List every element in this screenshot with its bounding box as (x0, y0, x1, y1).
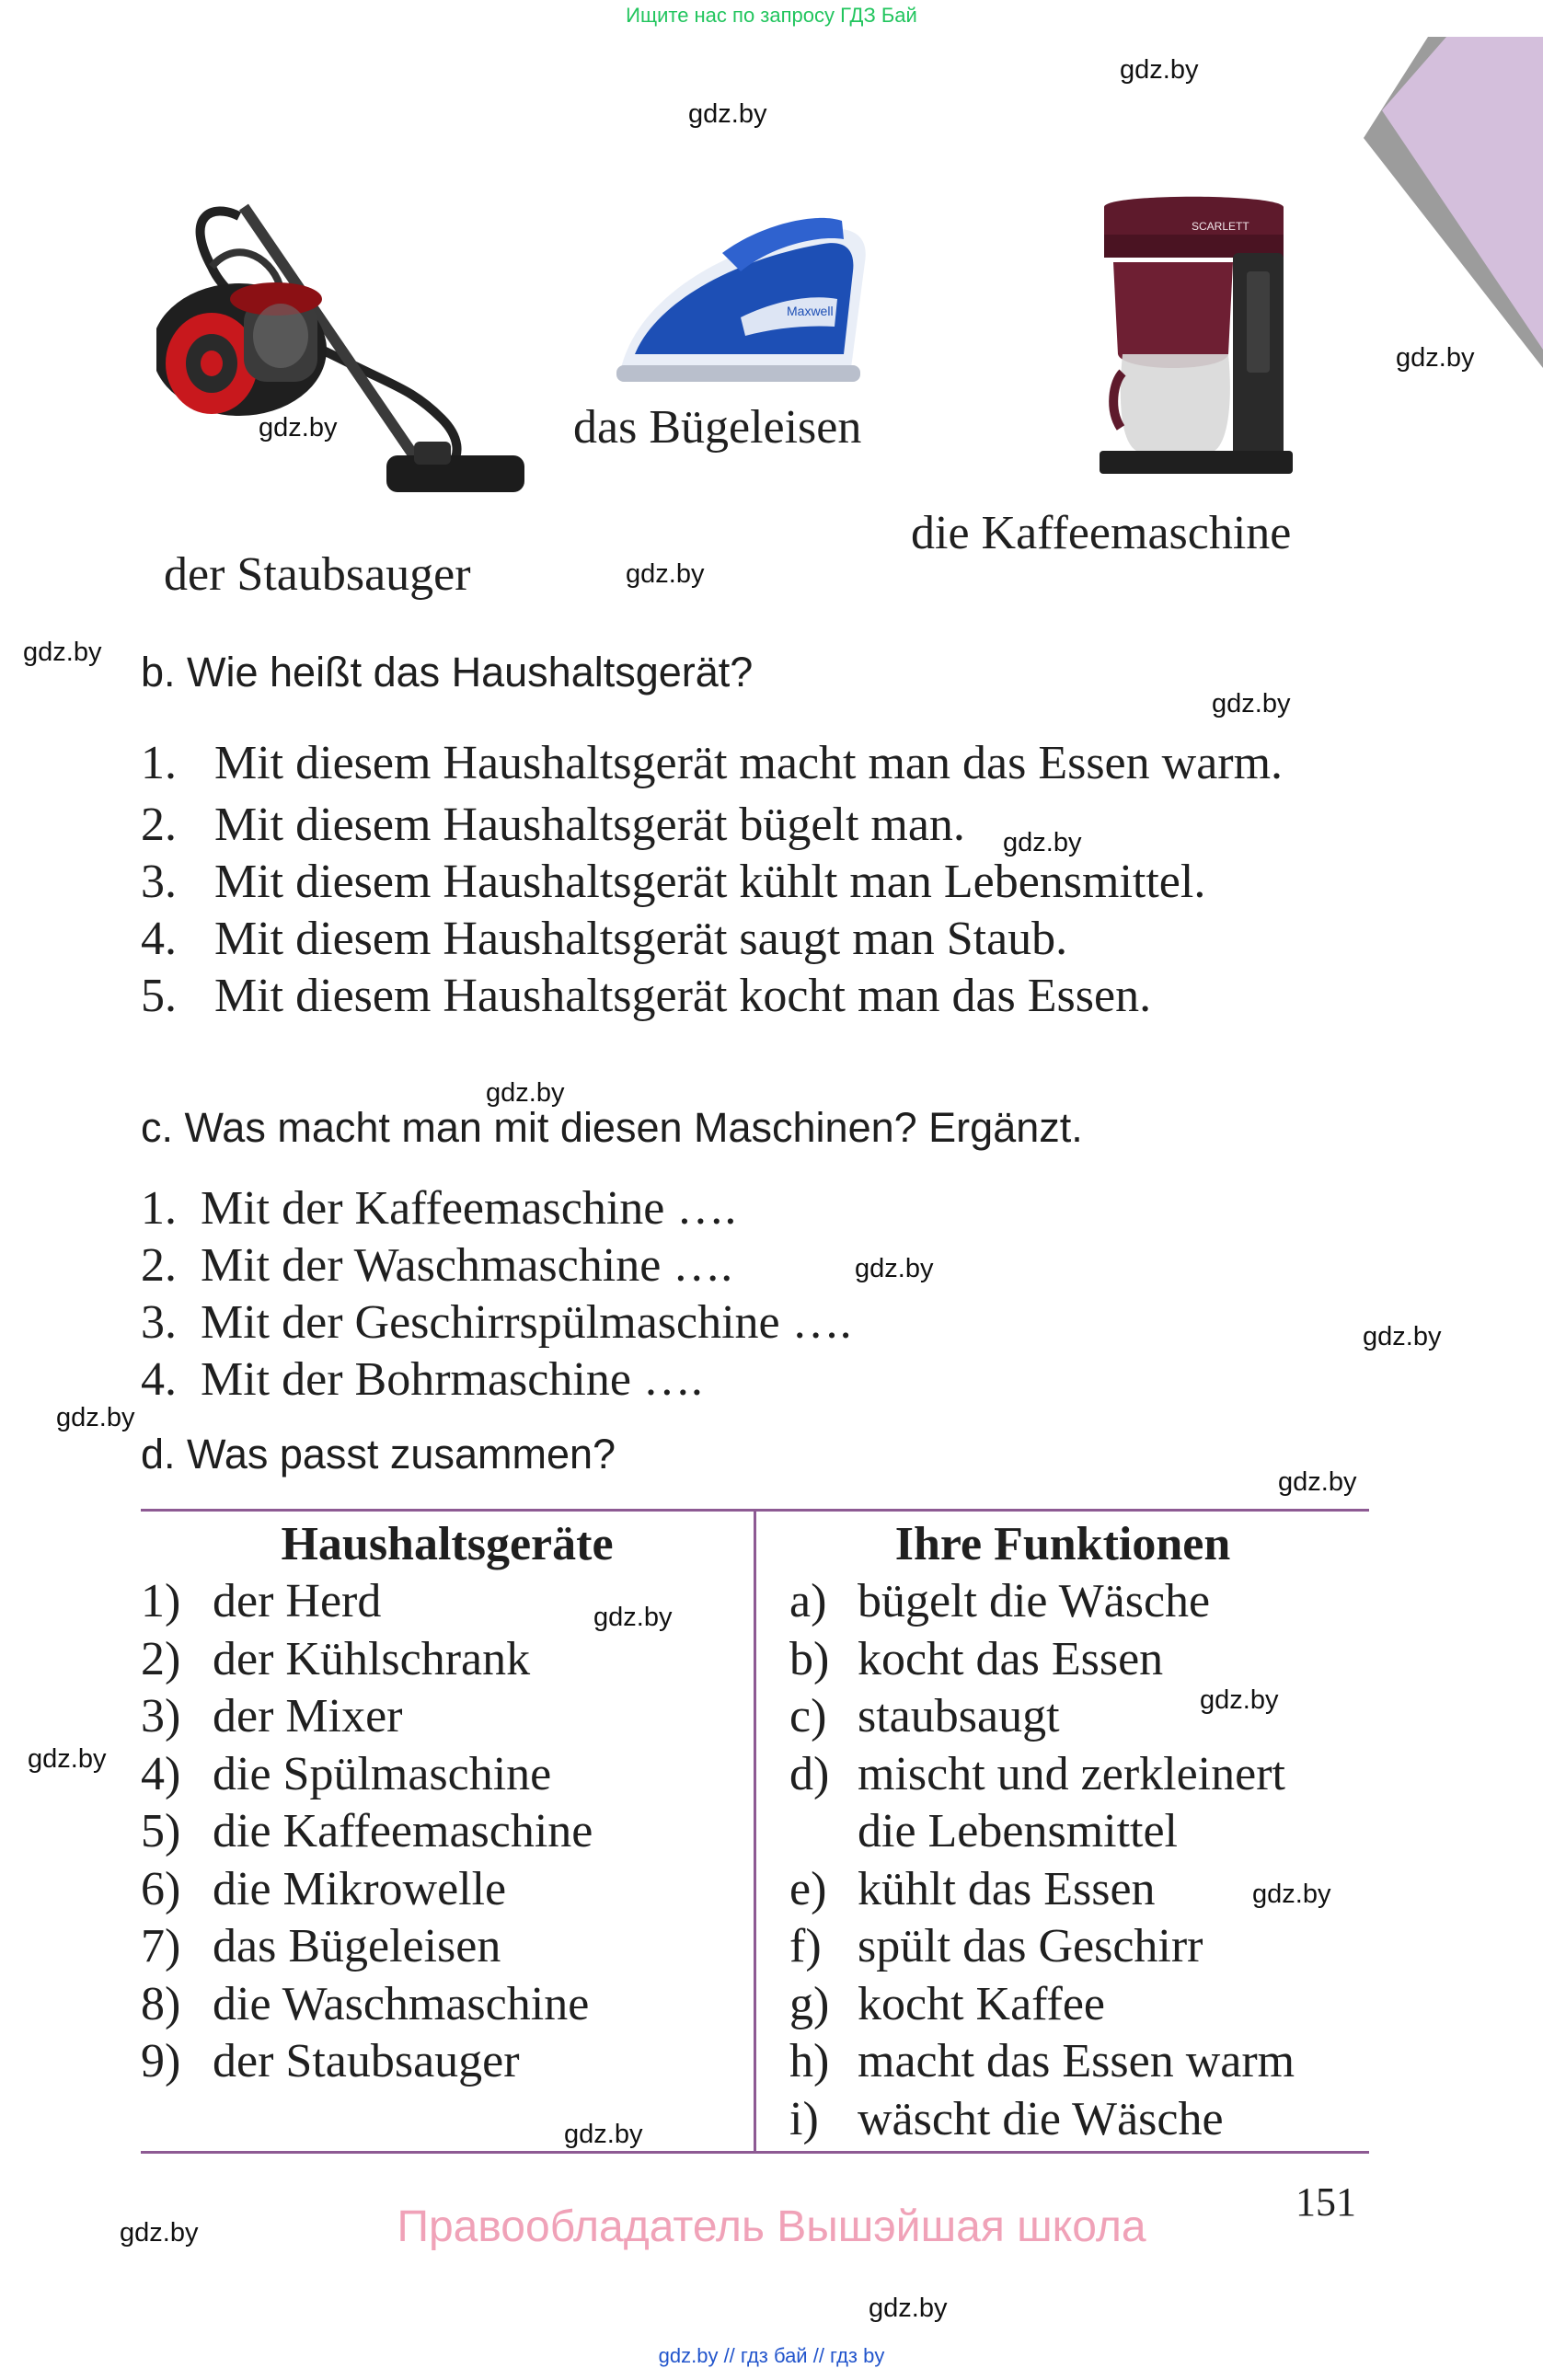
watermark: gdz.by (1396, 343, 1475, 373)
table-row (789, 1976, 1369, 2034)
coffee-machine-image (1095, 189, 1297, 483)
item-text: Mit der Waschmaschine …. (201, 1239, 733, 1292)
watermark: gdz.by (1363, 1322, 1442, 1351)
item-text: Mit diesem Haushaltsgerät saugt man Staub. (214, 913, 1068, 965)
row-letter: g) (789, 1977, 830, 2030)
table-row (789, 1803, 1369, 1861)
row-letter: f) (789, 1920, 822, 1972)
item-text: Mit der Geschirrspülmaschine …. (201, 1296, 852, 1349)
functions-column (756, 1512, 1369, 2148)
watermark: gdz.by (23, 638, 102, 667)
item-text: Mit diesem Haushaltsgerät kühlt man Lebensmittel. (214, 856, 1206, 908)
row-text: staubsaugt (858, 1690, 1060, 1742)
row-text: wäscht die Wäsche (858, 2092, 1224, 2145)
item-number: 2. (141, 799, 177, 851)
coffee-brand-text: SCARLETT (1192, 220, 1249, 233)
row-number: 9) (141, 2035, 181, 2087)
row-letter: a) (789, 1575, 827, 1627)
iron-image (603, 207, 879, 391)
item-number: 3. (141, 1296, 177, 1349)
row-letter: d) (789, 1747, 830, 1800)
item-number: 4. (141, 913, 177, 965)
table-row (141, 1918, 754, 1976)
copyright-notice: Правообладатель Вышэйшая школа (397, 2202, 1146, 2251)
item-text: Mit diesem Haushaltsgerät bügelt man. (214, 799, 965, 851)
row-text: die Waschmaschine (213, 1977, 590, 2030)
row-number: 7) (141, 1920, 181, 1972)
watermark: gdz.by (28, 1744, 107, 1774)
vacuum-cleaner-image (156, 179, 543, 520)
row-text: mischt und zerkleinert (858, 1747, 1285, 1800)
row-text: die Kaffeemaschine (213, 1805, 593, 1857)
row-text: die Mikrowelle (213, 1862, 507, 1915)
row-letter (789, 1803, 858, 1861)
label-buegeleisen: das Bügeleisen (573, 401, 862, 454)
watermark: gdz.by (1003, 828, 1082, 857)
watermark: gdz.by (593, 1603, 673, 1632)
table-row (789, 2091, 1369, 2149)
watermark: gdz.by (626, 559, 705, 589)
row-text: kühlt das Essen (858, 1862, 1156, 1915)
row-number: 5) (141, 1805, 181, 1857)
watermark: gdz.by (259, 413, 338, 443)
table-row (789, 1688, 1369, 1746)
table-row (141, 1746, 754, 1804)
watermark: gdz.by (564, 2120, 643, 2149)
row-letter: b) (789, 1632, 830, 1685)
item-number: 1. (141, 1182, 177, 1235)
list-item (141, 854, 1374, 911)
label-kaffeemaschine: die Kaffeemaschine (911, 507, 1292, 559)
item-number: 5. (141, 970, 177, 1022)
item-text: Mit der Kaffeemaschine …. (201, 1182, 737, 1235)
table-row (141, 1631, 754, 1689)
section-c-list (141, 1180, 1374, 1408)
list-item (141, 797, 1374, 854)
table-row (789, 1573, 1369, 1631)
row-number: 3) (141, 1690, 181, 1742)
row-text: kocht das Essen (858, 1632, 1164, 1685)
appliances-list (141, 1573, 754, 2091)
list-item (141, 736, 1374, 791)
section-b-list (141, 736, 1374, 1025)
row-text: der Staubsauger (213, 2035, 520, 2087)
row-letter: e) (789, 1862, 827, 1915)
appliances-column (141, 1512, 754, 2091)
table-row (789, 1631, 1369, 1689)
table-row (789, 1746, 1369, 1804)
row-text: macht das Essen warm (858, 2035, 1295, 2087)
watermark: gdz.by (1252, 1880, 1331, 1909)
corner-tab-decoration (1345, 37, 1543, 382)
row-number: 8) (141, 1977, 181, 2030)
list-item (141, 911, 1374, 968)
matching-table (141, 1509, 1369, 2154)
section-d-title: d. Was passt zusammen? (141, 1431, 616, 1477)
row-text: die Lebensmittel (858, 1805, 1179, 1857)
table-row (141, 1688, 754, 1746)
functions-header: Ihre Funktionen (894, 1518, 1231, 1570)
row-text: kocht Kaffee (858, 1977, 1106, 2030)
table-row (141, 2033, 754, 2091)
watermark: gdz.by (869, 2294, 948, 2323)
watermark: gdz.by (688, 99, 767, 129)
item-number: 1. (141, 737, 177, 789)
top-search-note: Ищите нас по запросу ГДЗ Бай (626, 4, 917, 27)
watermark: gdz.by (1212, 689, 1291, 719)
item-text: Mit diesem Haushaltsgerät macht man das Essen warm. (214, 737, 1284, 789)
row-text: der Kühlschrank (213, 1632, 531, 1685)
row-letter: h) (789, 2035, 830, 2087)
watermark: gdz.by (486, 1078, 565, 1108)
list-item (141, 1237, 1374, 1294)
table-row (141, 1861, 754, 1919)
table-row (141, 1976, 754, 2034)
row-text: bügelt die Wäsche (858, 1575, 1211, 1627)
row-number: 1) (141, 1575, 181, 1627)
watermark: gdz.by (1200, 1685, 1279, 1715)
appliances-header: Haushaltsgeräte (281, 1518, 614, 1570)
watermark: gdz.by (1278, 1467, 1357, 1497)
row-letter: i) (789, 2092, 819, 2145)
row-letter: c) (789, 1690, 827, 1742)
row-text: spült das Geschirr (858, 1920, 1203, 1972)
page-number: 151 (1295, 2179, 1356, 2225)
item-number: 4. (141, 1353, 177, 1406)
section-c-title: c. Was macht man mit diesen Maschinen? Ergänzt. (141, 1104, 1083, 1151)
iron-brand-text: Maxwell (787, 304, 834, 318)
label-staubsauger: der Staubsauger (164, 548, 471, 601)
row-text: der Mixer (213, 1690, 403, 1742)
table-row (789, 2033, 1369, 2091)
item-text: Mit der Bohrmaschine …. (201, 1353, 703, 1406)
watermark: gdz.by (855, 1254, 934, 1283)
item-number: 3. (141, 856, 177, 908)
list-item (141, 1180, 1374, 1237)
table-row (789, 1918, 1369, 1976)
row-text: der Herd (213, 1575, 382, 1627)
row-text: das Bügeleisen (213, 1920, 501, 1972)
list-item (141, 968, 1374, 1025)
watermark: gdz.by (1120, 55, 1199, 85)
row-number: 6) (141, 1862, 181, 1915)
watermark: gdz.by (56, 1403, 135, 1432)
functions-list (789, 1573, 1369, 2148)
row-number: 2) (141, 1632, 181, 1685)
item-text: Mit diesem Haushaltsgerät kocht man das Essen. (214, 970, 1152, 1022)
footer-links[interactable]: gdz.by // гдз бай // гдз by (658, 2344, 885, 2367)
row-text: die Spülmaschine (213, 1747, 552, 1800)
table-row (141, 1803, 754, 1861)
section-b-title: b. Wie heißt das Haushaltsgerät? (141, 649, 754, 696)
watermark: gdz.by (120, 2218, 199, 2248)
list-item (141, 1351, 1374, 1408)
row-number: 4) (141, 1747, 181, 1800)
item-number: 2. (141, 1239, 177, 1292)
list-item (141, 1294, 1374, 1351)
